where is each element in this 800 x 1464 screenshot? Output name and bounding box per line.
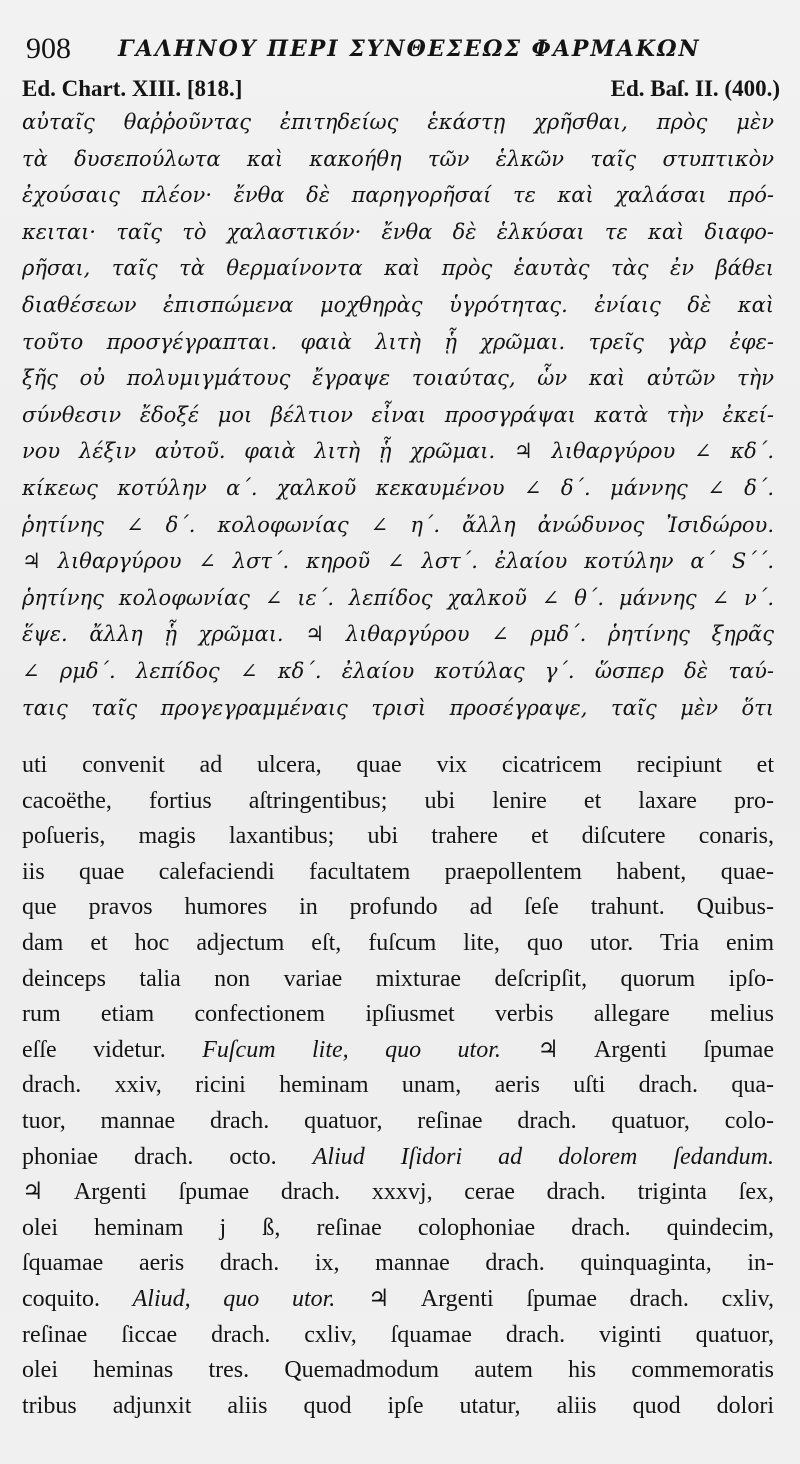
latin-segment: rum etiam confectionem ipſiusmet verbis allegare melius xyxy=(22,1001,774,1028)
latin-line xyxy=(22,1175,774,1211)
latin-segment: dam et hoc adjectum eſt, fuſcum lite, quo utor. Tria enim xyxy=(22,929,774,956)
greek-text-block xyxy=(22,104,774,726)
greek-line: ξῆς οὐ πολυμιγμάτους ἔγραψε τοιαύτας, ὧν καὶ αὐτῶν τὴν xyxy=(22,366,774,391)
greek-line: ἕψε. ἄλλη ᾗ χρῶμαι. ♃ λιθαργύρου ∠ ρμδ΄. ῥητίνης ξηρᾶς xyxy=(22,622,774,647)
latin-line xyxy=(22,1140,774,1176)
latin-line xyxy=(22,784,774,820)
latin-text-block xyxy=(22,748,774,1424)
latin-line xyxy=(22,1068,774,1104)
latin-line xyxy=(22,926,774,962)
greek-line: αὐταῖς θαῤῥοῦντας ἐπιτηδείως ἑκάστῃ χρῆσθαι, πρὸς μὲν xyxy=(22,110,774,134)
latin-segment: tuor, mannae drach. quatuor, reſinae drach. quatuor, colo- xyxy=(22,1107,774,1134)
latin-line xyxy=(22,962,774,998)
latin-line xyxy=(22,1104,774,1140)
latin-line xyxy=(22,1033,774,1069)
latin-line xyxy=(22,748,774,784)
latin-line xyxy=(22,819,774,855)
latin-line xyxy=(22,1246,774,1282)
latin-segment: poſueris, magis laxantibus; ubi trahere et diſcutere conaris, xyxy=(22,823,774,850)
greek-line: ῥητίνης κολοφωνίας ∠ ιε΄. λεπίδος χαλκοῦ ∠ θ΄. μάννης ∠ ν΄. xyxy=(22,585,774,610)
greek-line: κειται· ταῖς τὸ χαλαστικόν· ἔνθα δὲ ἑλκύσαι τε καὶ διαφο- xyxy=(22,219,774,244)
greek-line: ρῆσαι, ταῖς τὰ θερμαίνοντα καὶ πρὸς ἑαυτὰς τὰς ἐν βάθει xyxy=(22,256,774,281)
page-number: 908 xyxy=(26,32,71,65)
latin-segment: uti convenit ad ulcera, quae vix cicatricem recipiunt et xyxy=(22,752,774,778)
latin-segment: que pravos humores in profundo ad ſeſe trahunt. Quibus- xyxy=(22,894,774,921)
latin-italic-segment: Fuſcum lite, quo utor. xyxy=(202,1036,501,1063)
edition-reference-row xyxy=(22,76,780,106)
latin-line xyxy=(22,1282,774,1318)
latin-italic-segment: Aliud Iſidori ad dolorem ſedandum. xyxy=(312,1143,774,1170)
greek-line: κίκεως κοτύλην α΄. χαλκοῦ κεκαυμένου ∠ δ΄. μάννης ∠ δ΄. xyxy=(22,475,774,500)
greek-line: ♃ λιθαργύρου ∠ λστ΄. κηροῦ ∠ λστ΄. ἐλαίου κοτύλην α΄ S΄΄. xyxy=(22,549,774,574)
latin-line xyxy=(22,1389,774,1425)
latin-italic-segment: Aliud, quo utor. xyxy=(132,1285,336,1312)
latin-segment: iis quae calefaciendi facultatem praepollentem habent, quae- xyxy=(22,858,774,885)
latin-segment: phoniae drach. octo. xyxy=(22,1143,313,1170)
greek-line: νου λέξιν αὐτοῦ. φαιὰ λιτὴ ᾗ χρῶμαι. ♃ λιθαργύρου ∠ κδ΄. xyxy=(22,439,774,464)
latin-line xyxy=(22,1318,774,1354)
latin-segment: olei heminam j ß, reſinae colophoniae drach. quindecim, xyxy=(22,1214,774,1241)
latin-segment: deinceps talia non variae mixturae deſcripſit, quorum ipſo- xyxy=(22,965,774,992)
greek-line: τοῦτο προσγέγραπται. φαιὰ λιτὴ ᾗ χρῶμαι. τρεῖς γὰρ ἐφε- xyxy=(22,329,774,354)
latin-segment: ♃ Argenti ſpumae drach. xxxvj, cerae drach. triginta ſex, xyxy=(22,1179,774,1206)
greek-line: ταις ταῖς προγεγραμμέναις τρισὶ προσέγραψε, ταῖς μὲν ὅτι xyxy=(22,695,774,720)
greek-line: ῥητίνης ∠ δ΄. κολοφωνίας ∠ η΄. ἄλλη ἀνώδυνος Ἰσιδώρου. xyxy=(22,512,774,537)
latin-line xyxy=(22,1211,774,1247)
latin-line xyxy=(22,890,774,926)
latin-line xyxy=(22,997,774,1033)
latin-segment: ſquamae aeris drach. ix, mannae drach. quinquaginta, in- xyxy=(22,1250,774,1277)
latin-segment: drach. xxiv, ricini heminam unam, aeris uſti drach. qua- xyxy=(22,1072,774,1099)
greek-line: διαθέσεων ἐπισπώμενα μοχθηρὰς ὑγρότητας. ἐνίαις δὲ καὶ xyxy=(22,292,774,317)
latin-segment: reſinae ſiccae drach. cxliv, ſquamae drach. viginti quatuor, xyxy=(22,1321,774,1348)
edition-chartier: Ed. Chart. XIII. [818.] xyxy=(22,76,243,101)
edition-basel: Ed. Baſ. II. (400.) xyxy=(610,76,780,101)
latin-segment: ♃ Argenti ſpumae drach. cxliv, xyxy=(335,1285,774,1312)
latin-line xyxy=(22,855,774,891)
latin-segment: ♃ Argenti ſpumae xyxy=(500,1036,774,1063)
latin-line xyxy=(22,1353,774,1389)
latin-segment: cacoëthe, fortius aſtringentibus; ubi lenire et laxare pro- xyxy=(22,787,774,814)
greek-line: ἐχούσαις πλέον· ἔνθα δὲ παρηγορῆσαί τε καὶ χαλάσαι πρό- xyxy=(22,183,774,208)
latin-segment: olei heminas tres. Quemadmodum autem his commemoratis xyxy=(22,1357,774,1384)
page-header xyxy=(26,30,776,70)
greek-line: ∠ ρμδ΄. λεπίδος ∠ κδ΄. ἐλαίου κοτύλας γ΄. ὥσπερ δὲ ταύ- xyxy=(22,658,774,683)
greek-line: τὰ δυσεπούλωτα καὶ κακοήθη τῶν ἑλκῶν ταῖς στυπτικὸν xyxy=(22,146,774,171)
latin-segment: tribus adjunxit aliis quod ipſe utatur, aliis quod dolori xyxy=(22,1392,774,1419)
latin-segment: eſſe videtur. xyxy=(22,1036,203,1063)
running-title: ΓΑΛΗΝΟΥ ΠΕΡΙ ΣΥΝΘΕΣΕΩΣ ΦΑΡΜΑΚΩΝ xyxy=(118,36,701,62)
latin-segment: coquito. xyxy=(22,1285,133,1312)
greek-line: σύνθεσιν ἔδοξέ μοι βέλτιον εἶναι προσγράψαι κατὰ τὴν ἐκεί- xyxy=(22,402,774,427)
